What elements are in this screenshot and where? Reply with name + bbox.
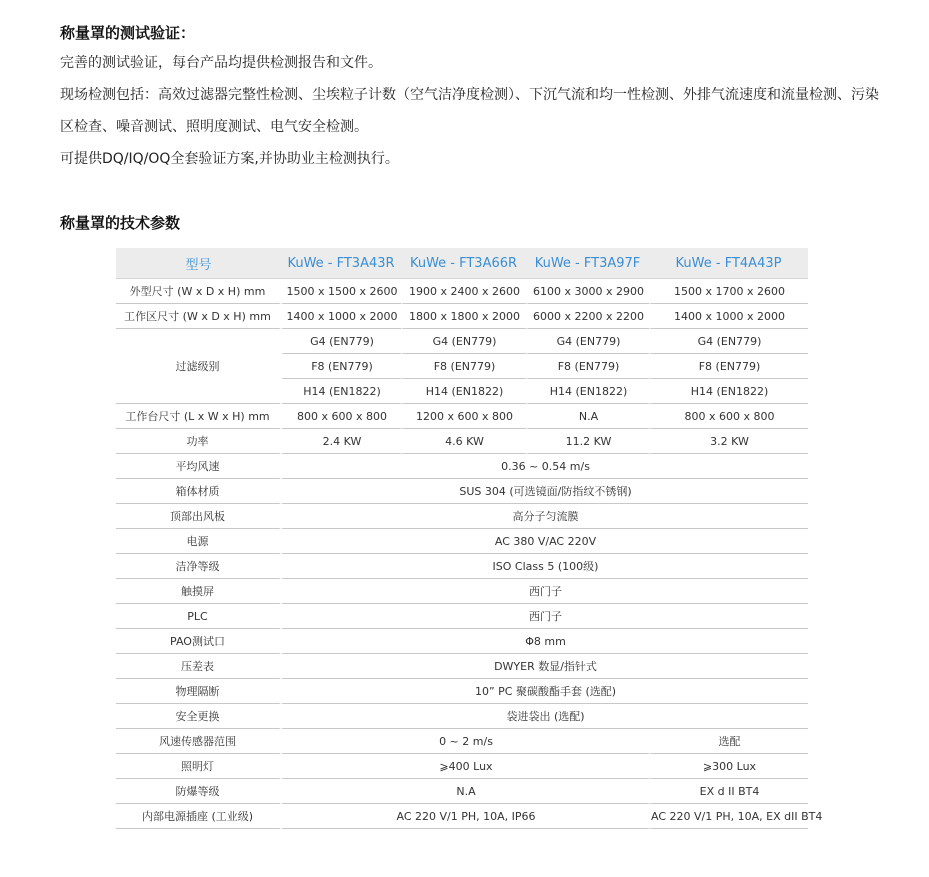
row-label: 工作台尺寸 (L x W x H) mm xyxy=(116,404,281,429)
table-cell: 800 x 600 x 800 xyxy=(281,404,401,429)
row-label: 外型尺寸 (W x D x H) mm xyxy=(116,279,281,304)
table-cell: G4 (EN779) xyxy=(401,329,526,354)
header-model-4: KuWe - FT4A43P xyxy=(649,248,808,279)
row-label: 箱体材质 xyxy=(116,479,281,504)
row-label: 内部电源插座 (工业级) xyxy=(116,804,281,829)
table-cell: N.A xyxy=(281,779,649,804)
table-cell: Φ8 mm xyxy=(281,629,808,654)
table-row xyxy=(116,779,808,804)
table-cell: 1900 x 2400 x 2600 xyxy=(401,279,526,304)
table-row xyxy=(116,704,808,729)
testing-line-1: 完善的测试验证，每台产品均提供检测报告和文件。 xyxy=(60,55,382,71)
row-label: 电源 xyxy=(116,529,281,554)
header-model-3: KuWe - FT3A97F xyxy=(526,248,649,279)
table-cell: AC 220 V/1 PH, 10A, IP66 xyxy=(281,804,649,829)
table-cell: H14 (EN1822) xyxy=(649,379,808,404)
table-row xyxy=(116,804,808,829)
table-cell: 6100 x 3000 x 2900 xyxy=(526,279,649,304)
table-cell: G4 (EN779) xyxy=(281,329,401,354)
table-row xyxy=(116,304,808,329)
table-cell: G4 (EN779) xyxy=(649,329,808,354)
table-cell: AC 220 V/1 PH, 10A, EX dII BT4 xyxy=(649,804,808,829)
table-cell: N.A xyxy=(526,404,649,429)
table-cell: 0 ~ 2 m/s xyxy=(281,729,649,754)
row-label: 洁净等级 xyxy=(116,554,281,579)
table-row xyxy=(116,529,808,554)
table-cell: 6000 x 2200 x 2200 xyxy=(526,304,649,329)
table-cell: 选配 xyxy=(649,729,808,754)
header-model-1: KuWe - FT3A43R xyxy=(281,248,401,279)
table-cell: 0.36 ~ 0.54 m/s xyxy=(281,454,808,479)
row-label: 照明灯 xyxy=(116,754,281,779)
row-label: PAO测试口 xyxy=(116,629,281,654)
table-row xyxy=(116,279,808,304)
row-label: 防爆等级 xyxy=(116,779,281,804)
table-row xyxy=(116,604,808,629)
table-cell: F8 (EN779) xyxy=(401,354,526,379)
table-header-row xyxy=(116,248,808,279)
section-title-specs: 称量罩的技术参数 xyxy=(60,214,181,232)
table-cell: 西门子 xyxy=(281,579,808,604)
testing-line-2: 现场检测包括：高效过滤器完整性检测、尘埃粒子计数（空气洁净度检测）、下沉气流和均一性检测、外排气流速度和流量检测、污染区检查、噪音测试、照明度测试、电气安全检测。 xyxy=(60,87,879,135)
testing-description xyxy=(60,47,890,175)
table-row xyxy=(116,479,808,504)
table-cell: 11.2 KW xyxy=(526,429,649,454)
row-label: 顶部出风板 xyxy=(116,504,281,529)
table-cell: EX d II BT4 xyxy=(649,779,808,804)
table-row xyxy=(116,754,808,779)
table-cell: 1400 x 1000 x 2000 xyxy=(649,304,808,329)
table-cell: 1500 x 1500 x 2600 xyxy=(281,279,401,304)
table-cell: 1500 x 1700 x 2600 xyxy=(649,279,808,304)
row-label: 过滤级别 xyxy=(116,329,281,404)
table-row xyxy=(116,404,808,429)
table-cell: 1800 x 1800 x 2000 xyxy=(401,304,526,329)
table-cell: G4 (EN779) xyxy=(526,329,649,354)
table-cell: H14 (EN1822) xyxy=(281,379,401,404)
table-cell: 4.6 KW xyxy=(401,429,526,454)
header-model: 型号 xyxy=(116,248,281,279)
table-row xyxy=(116,329,808,354)
row-label: 风速传感器范围 xyxy=(116,729,281,754)
table-cell: 袋进袋出 (选配) xyxy=(281,704,808,729)
row-label: 安全更换 xyxy=(116,704,281,729)
table-cell: DWYER 数显/指针式 xyxy=(281,654,808,679)
table-cell: SUS 304 (可选镜面/防指纹不锈钢) xyxy=(281,479,808,504)
row-label: PLC xyxy=(116,604,281,629)
table-cell: F8 (EN779) xyxy=(281,354,401,379)
table-cell: 3.2 KW xyxy=(649,429,808,454)
table-row xyxy=(116,579,808,604)
table-cell: ISO Class 5 (100级) xyxy=(281,554,808,579)
row-label: 压差表 xyxy=(116,654,281,679)
row-label: 触摸屏 xyxy=(116,579,281,604)
table-row xyxy=(116,654,808,679)
table-cell: AC 380 V/AC 220V xyxy=(281,529,808,554)
table-cell: 西门子 xyxy=(281,604,808,629)
row-label: 物理隔断 xyxy=(116,679,281,704)
table-row xyxy=(116,729,808,754)
table-cell: 1400 x 1000 x 2000 xyxy=(281,304,401,329)
table-row xyxy=(116,554,808,579)
row-label: 功率 xyxy=(116,429,281,454)
table-row xyxy=(116,504,808,529)
row-label: 平均风速 xyxy=(116,454,281,479)
table-cell: 800 x 600 x 800 xyxy=(649,404,808,429)
table-cell: 2.4 KW xyxy=(281,429,401,454)
row-label: 工作区尺寸 (W x D x H) mm xyxy=(116,304,281,329)
spec-table xyxy=(116,248,823,829)
table-cell: H14 (EN1822) xyxy=(526,379,649,404)
table-cell: 10” PC 聚碳酸酯手套 (选配) xyxy=(281,679,808,704)
table-row xyxy=(116,454,808,479)
testing-line-3: 可提供DQ/IQ/OQ全套验证方案,并协助业主检测执行。 xyxy=(60,151,399,167)
table-cell: ⩾400 Lux xyxy=(281,754,649,779)
table-row xyxy=(116,629,808,654)
table-cell: F8 (EN779) xyxy=(649,354,808,379)
table-cell: 高分子匀流膜 xyxy=(281,504,808,529)
table-row xyxy=(116,679,808,704)
header-model-2: KuWe - FT3A66R xyxy=(401,248,526,279)
section-title-testing: 称量罩的测试验证： xyxy=(60,24,196,42)
table-cell: ⩾300 Lux xyxy=(649,754,808,779)
table-cell: 1200 x 600 x 800 xyxy=(401,404,526,429)
table-row xyxy=(116,429,808,454)
table-cell: F8 (EN779) xyxy=(526,354,649,379)
table-cell: H14 (EN1822) xyxy=(401,379,526,404)
